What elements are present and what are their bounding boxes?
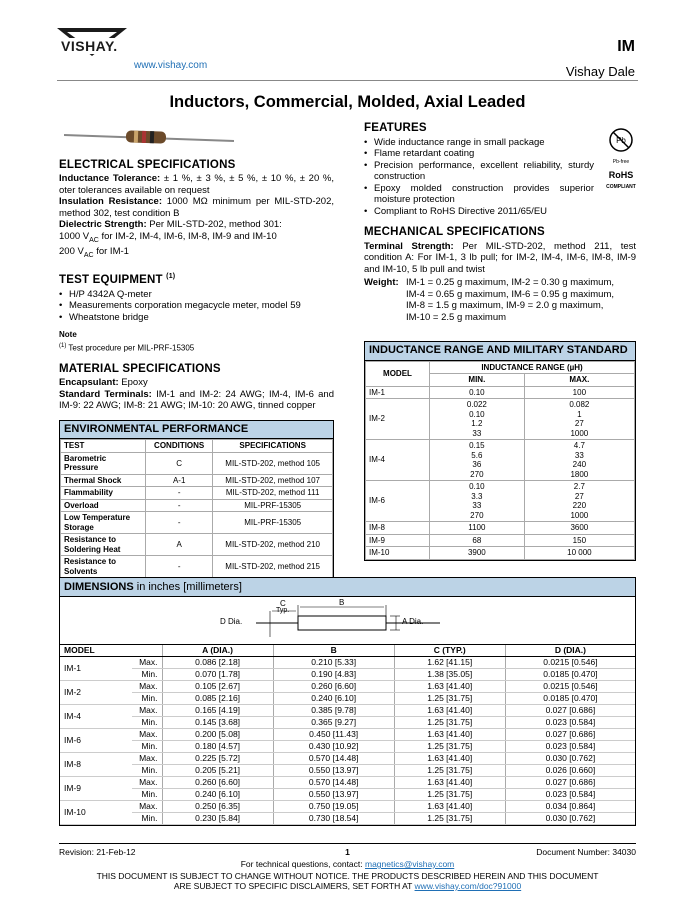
list-item: • Wide inductance range in small package [364,137,594,149]
table-row [60,705,635,717]
dim-value: 1.63 [41.40] [394,777,505,789]
electrical-specs-heading: ELECTRICAL SPECIFICATIONS [59,158,236,171]
mechanical-specs-heading: MECHANICAL SPECIFICATIONS [364,226,545,238]
pb-free-label: Pb-free [612,158,630,165]
dim-value: 0.570 [14.48] [273,777,394,789]
dim-value: 0.030 [0.762] [505,753,635,765]
weight-label: Weight: [364,277,399,288]
ind-model: IM-8 [366,522,430,535]
dielectric-label: Dielectric Strength: [59,219,147,230]
features-heading: FEATURES [364,122,427,134]
dim-bound-label: Min. [132,693,162,705]
dim-bound-label: Max. [132,777,162,789]
list-item: • Precision performance, excellent reliability, sturdy construction [364,160,594,183]
ind-max-value: 240 [572,460,587,469]
ind-max-value: 27 [574,419,584,428]
ind-model: IM-10 [366,547,430,560]
dim-value: 0.023 [0.584] [505,741,635,753]
ind-max-value: 1 [577,409,582,419]
dim-value: 0.027 [0.686] [505,729,635,741]
dim-value: 0.230 [5.84] [162,813,273,825]
features-section [364,123,636,217]
dim-col-d: D (DIA.) [505,645,635,657]
ind-max-value: 1800 [570,469,589,479]
env-test: Resistance to Soldering Heat [61,534,146,556]
test-equipment-heading: TEST EQUIPMENT [59,274,163,287]
ind-min-value: 3900 [467,548,486,557]
env-col-specs: SPECIFICATIONS [213,440,333,453]
dim-value: 0.430 [10.92] [273,741,394,753]
dim-value: 0.365 [9.27] [273,717,394,729]
material-specs-section [59,364,334,412]
dim-value: 0.225 [5.72] [162,753,273,765]
dim-value: 0.205 [5.21] [162,765,273,777]
right-column [364,123,636,561]
dim-value: 0.0215 [0.546] [505,657,635,669]
rohs-compliant-label: COMPLIANT [606,183,636,190]
dim-value: 0.210 [5.33] [273,657,394,669]
dim-value: 0.190 [4.83] [273,669,394,681]
dim-value: 0.105 [2.67] [162,681,273,693]
dim-value: 0.026 [0.660] [505,765,635,777]
dim-value: 0.260 [6.60] [273,681,394,693]
features-list [364,137,594,218]
test-equipment-note-ref: (1) [166,273,176,281]
env-test: Barometric Pressure [61,452,146,474]
dim-bound-label: Max. [132,801,162,813]
diagram-d-label: D Dia. [220,617,243,626]
dim-value: 1.38 [35.05] [394,669,505,681]
table-row [61,487,333,500]
dim-bound-label: Max. [132,705,162,717]
vishay-logo-text: VISHAY. [61,38,118,54]
ind-max [524,386,634,399]
ind-min [430,534,525,547]
dim-value: 0.023 [0.584] [505,717,635,729]
ind-max-value: 27 [574,491,584,501]
ind-max-value: 1000 [570,428,589,438]
dim-value: 0.085 [2.16] [162,693,273,705]
inductance-table [364,341,636,561]
dim-model: IM-10 [60,801,132,825]
encapsulant-label: Encapsulant: [59,377,119,389]
list-item: • Flame retardant coating [364,148,594,160]
dim-model: IM-1 [60,657,132,681]
env-condition: - [146,556,213,578]
dim-bound-label: Max. [132,729,162,741]
env-spec: MIL-STD-202, method 107 [213,474,333,487]
env-condition: - [146,487,213,500]
ind-min-value: 3.3 [471,491,483,501]
table-row [60,801,635,813]
terminals-label: Standard Terminals: [59,388,152,400]
dielectric-sub-1: AC [89,236,99,244]
dim-col-a: A (DIA.) [162,645,273,657]
ind-max-value: 1000 [570,510,589,520]
electrical-specs-section [59,160,334,262]
ind-col-range: INDUCTANCE RANGE (µH) [430,361,635,374]
dim-value: 0.027 [0.686] [505,705,635,717]
table-row [60,741,635,753]
dim-value: 1.62 [41.15] [394,657,505,669]
dim-value: 0.450 [11.43] [273,729,394,741]
table-row [61,534,333,556]
table-row [366,386,635,399]
document-number: Document Number: 34030 [536,847,636,857]
ind-min-value: 0.15 [469,441,485,450]
dim-value: 1.63 [41.40] [394,729,505,741]
division-name: Vishay Dale [565,64,635,79]
ind-max-value: 0.082 [569,400,590,409]
table-row [61,452,333,474]
contact-email-link[interactable]: magnetics@vishay.com [365,859,455,869]
ind-min [430,522,525,535]
dim-value: 1.25 [31.75] [394,693,505,705]
table-row [60,753,635,765]
header-divider [57,80,638,81]
dim-value: 0.200 [5.08] [162,729,273,741]
dim-bound-label: Min. [132,765,162,777]
dim-value: 0.0185 [0.470] [505,693,635,705]
dim-value: 0.250 [6.35] [162,801,273,813]
ind-model: IM-4 [366,440,430,481]
ind-max-value: 10 000 [567,548,592,557]
ind-min [430,386,525,399]
ind-model: IM-9 [366,534,430,547]
ind-min-value: 270 [470,510,484,520]
ind-max-value: 150 [572,535,587,545]
note-text: Test procedure per MIL-PRF-15305 [68,343,195,353]
tolerance-text: ± 1 %, ± 3 %, ± 5 %, ± 10 %, ± 20 %, oter tolerances available on request [59,173,335,196]
table-row [60,669,635,681]
dim-bound-label: Min. [132,741,162,753]
contact-prefix: For technical questions, contact: [240,859,365,869]
ind-min [430,481,525,522]
env-condition: - [146,512,213,534]
website-link[interactable]: www.vishay.com [134,60,208,71]
env-test: Overload [61,499,146,512]
ind-min-value: 33 [472,428,482,438]
dim-value: 1.25 [31.75] [394,789,505,801]
env-condition: C [146,452,213,474]
dim-col-c: C (TYP.) [394,645,505,657]
table-row [366,481,635,522]
dimensions-table [59,577,636,826]
ind-min-value: 68 [472,535,482,545]
table-row [60,729,635,741]
dielectric-voltage-1: 1000 V [59,230,90,242]
dim-value: 0.240 [6.10] [162,789,273,801]
ind-min-value: 270 [470,469,484,479]
ind-max [524,547,634,560]
dim-bound-label: Max. [132,753,162,765]
table-row [60,765,635,777]
table-row [60,681,635,693]
page-title: Inductors, Commercial, Molded, Axial Leaded [169,93,526,111]
inductor-dimension-drawing [60,597,637,645]
dielectric-text: Per MIL-STD-202, method 301: [149,219,282,230]
dim-value: 0.027 [0.686] [505,777,635,789]
env-col-conditions: CONDITIONS [146,440,213,453]
dim-bound-label: Min. [132,717,162,729]
ind-min [430,440,525,481]
rohs-label: RoHS [608,170,634,180]
env-col-test: TEST [61,440,146,453]
env-test: Resistance to Solvents [61,556,146,578]
table-row [60,777,635,789]
revision: Revision: 21-Feb-12 [59,847,136,857]
dim-value: 0.030 [0.762] [505,813,635,825]
dielectric-models-2: for IM-1 [93,245,129,257]
ind-min-value: 33 [472,501,482,510]
table-row [60,717,635,729]
diagram-typ-label: Typ. [276,607,290,614]
ind-model: IM-2 [366,399,430,440]
ind-min-value: 1.2 [471,419,483,428]
ind-min-value: 0.10 [469,482,485,491]
inductance-heading: INDUCTANCE RANGE AND MILITARY STANDARD [365,342,635,361]
table-row [60,813,635,825]
svg-text:Pb: Pb [616,136,626,145]
env-test: Low Temperature Storage [61,512,146,534]
table-row [60,657,635,669]
table-row [61,512,333,534]
tolerance-label: Inductance Tolerance: [59,173,161,184]
terminal-strength-text: Per MIL-STD-202, method 211, test condition A: For IM-1, 3 lb pull; for IM-2, IM-4, IM-6, IM-8, IM-9 and IM-10, 5 lb pull and twist [364,240,637,275]
ind-col-model: MODEL [366,361,430,386]
dim-bound-label: Max. [132,681,162,693]
env-test: Flammability [61,487,146,500]
dim-value: 1.25 [31.75] [394,741,505,753]
ind-min-value: 5.6 [471,450,483,460]
table-row [366,534,635,547]
dim-value: 0.240 [6.10] [273,693,394,705]
ind-max-value: 4.7 [573,441,585,450]
disclaimer-link[interactable]: www.vishay.com/doc?91000 [414,881,522,891]
ind-max [524,399,634,440]
test-equipment-section [59,271,334,353]
insulation-label: Insulation Resistance: [59,196,162,207]
list-item: • Epoxy molded construction provides superior moisture protection [364,183,594,206]
ind-max-value: 2.7 [573,482,585,491]
table-row [61,499,333,512]
ind-min-value: 0.022 [466,400,487,409]
diagram-c-label: C [280,599,286,608]
table-row [366,547,635,560]
env-test: Thermal Shock [61,474,146,487]
dim-value: 0.385 [9.78] [273,705,394,717]
dim-model: IM-2 [60,681,132,705]
pb-free-icon [608,127,634,153]
table-row [60,789,635,801]
ind-model: IM-6 [366,481,430,522]
dim-model: IM-9 [60,777,132,801]
weight-line: IM-1 = 0.25 g maximum, IM-2 = 0.30 g maximum, [406,277,615,288]
disclaimer-prefix: ARE SUBJECT TO SPECIFIC DISCLAIMERS, SET FORTH AT [173,881,415,891]
rohs-badge [604,127,638,193]
dim-value: 0.145 [3.68] [162,717,273,729]
dim-value: 1.63 [41.40] [394,753,505,765]
dim-value: 0.086 [2.18] [162,657,273,669]
diagram-b-label: B [339,598,345,607]
ind-max [524,440,634,481]
list-item: • Compliant to RoHS Directive 2011/65/EU [364,206,594,218]
page-number: 1 [345,847,350,857]
dim-value: 1.25 [31.75] [394,813,505,825]
weight-line: IM-10 = 2.5 g maximum [406,311,507,323]
dim-bound-label: Min. [132,789,162,801]
vishay-logo [57,28,127,68]
ind-max-value: 3600 [570,523,589,532]
ind-min-value: 1100 [468,523,486,532]
list-item: • H/P 4342A Q-meter [59,289,334,301]
dim-bound-label: Min. [132,813,162,825]
terminals-text: IM-1 and IM-2: 24 AWG; IM-4, IM-6 and IM-9: 22 AWG; IM-8: 21 AWG; IM-10: 20 AWG, tinned copper [59,388,335,412]
dim-value: 0.180 [4.57] [162,741,273,753]
dielectric-voltage-2: 200 V [59,245,84,257]
env-spec: MIL-STD-202, method 111 [213,487,333,500]
insulation-text: 1000 MΩ minimum per MIL-STD-202, method 302, test condition B [59,196,334,219]
dim-value: 1.25 [31.75] [394,765,505,777]
note-marker: (1) [59,342,67,349]
dim-value: 0.165 [4.19] [162,705,273,717]
dim-value: 0.0215 [0.546] [505,681,635,693]
ind-col-max: MAX. [524,374,634,387]
ind-max [524,522,634,535]
dim-model: IM-4 [60,705,132,729]
dim-value: 1.63 [41.40] [394,705,505,717]
env-spec: MIL-PRF-15305 [213,499,333,512]
ind-min [430,399,525,440]
table-row [61,474,333,487]
inductor-photo [64,124,234,150]
ind-max-value: 100 [572,387,587,397]
dim-model: IM-6 [60,729,132,753]
ind-max [524,481,634,522]
dim-value: 1.63 [41.40] [394,801,505,813]
dim-bound-label: Max. [132,657,162,669]
material-specs-heading: MATERIAL SPECIFICATIONS [59,362,221,375]
table-row [61,556,333,578]
dim-value: 0.570 [14.48] [273,753,394,765]
dim-value: 0.550 [13.97] [273,789,394,801]
list-item: • Measurements corporation megacycle meter, model 59 [59,300,334,312]
terminal-strength-label: Terminal Strength: [364,240,454,252]
dim-model: IM-8 [60,753,132,777]
encapsulant-text: Epoxy [121,377,148,389]
dimensions-diagram [60,597,635,645]
ind-max-value: 33 [574,450,584,460]
weight-line: IM-4 = 0.65 g maximum, IM-6 = 0.95 g maximum, [406,288,615,300]
table-row [366,399,635,440]
table-row [366,522,635,535]
dim-value: 1.25 [31.75] [394,717,505,729]
env-condition: - [146,499,213,512]
dimensions-units: in inches [millimeters] [136,581,242,593]
dim-col-b: B [273,645,394,657]
mechanical-specs-section [364,227,636,323]
env-spec: MIL-STD-202, method 210 [213,534,333,556]
ind-min-value: 36 [472,460,482,469]
dim-value: 0.023 [0.584] [505,789,635,801]
weight-line: IM-8 = 1.5 g maximum, IM-9 = 2.0 g maximum, [406,300,604,311]
left-column [59,124,334,579]
ind-max [524,534,634,547]
ind-col-min: MIN. [430,374,525,387]
env-spec: MIL-STD-202, method 215 [213,556,333,578]
dim-col-model: MODEL [60,645,132,657]
dim-value: 0.070 [1.78] [162,669,273,681]
dielectric-models-1: for IM-2, IM-4, IM-6, IM-8, IM-9 and IM-10 [98,230,277,242]
ind-min-value: 0.10 [469,409,485,419]
footer-divider [59,843,636,844]
ind-max-value: 220 [572,501,587,510]
ind-min [430,547,525,560]
env-condition: A-1 [146,474,213,487]
dim-value: 0.550 [13.97] [273,765,394,777]
product-code: IM [617,38,635,55]
env-spec: MIL-STD-202, method 105 [213,452,333,474]
env-spec: MIL-PRF-15305 [213,512,333,534]
dim-value: 0.730 [18.54] [273,813,394,825]
table-row [60,693,635,705]
list-item: • Wheatstone bridge [59,312,334,324]
dim-value: 0.260 [6.60] [162,777,273,789]
dimensions-heading: DIMENSIONS [64,581,134,593]
ind-min-value: 0.10 [469,387,485,397]
dielectric-sub-2: AC [83,251,94,259]
note-label: Note [59,330,77,340]
dim-bound-label: Min. [132,669,162,681]
dim-value: 0.750 [19.05] [273,801,394,813]
table-row [366,440,635,481]
diagram-a-label: A Dia. [402,617,424,626]
env-condition: A [146,534,213,556]
dim-col-bound [132,645,162,657]
test-equipment-list [59,289,334,324]
environmental-table [59,420,334,580]
dim-value: 1.63 [41.40] [394,681,505,693]
dim-value: 0.0185 [0.470] [505,669,635,681]
dim-value: 0.034 [0.864] [505,801,635,813]
ind-model: IM-1 [366,386,430,399]
disclaimer-line-1: THIS DOCUMENT IS SUBJECT TO CHANGE WITHOUT NOTICE. THE PRODUCTS DESCRIBED HEREIN AND THIS DOCUMENT [96,871,599,881]
environmental-heading: ENVIRONMENTAL PERFORMANCE [60,421,333,440]
